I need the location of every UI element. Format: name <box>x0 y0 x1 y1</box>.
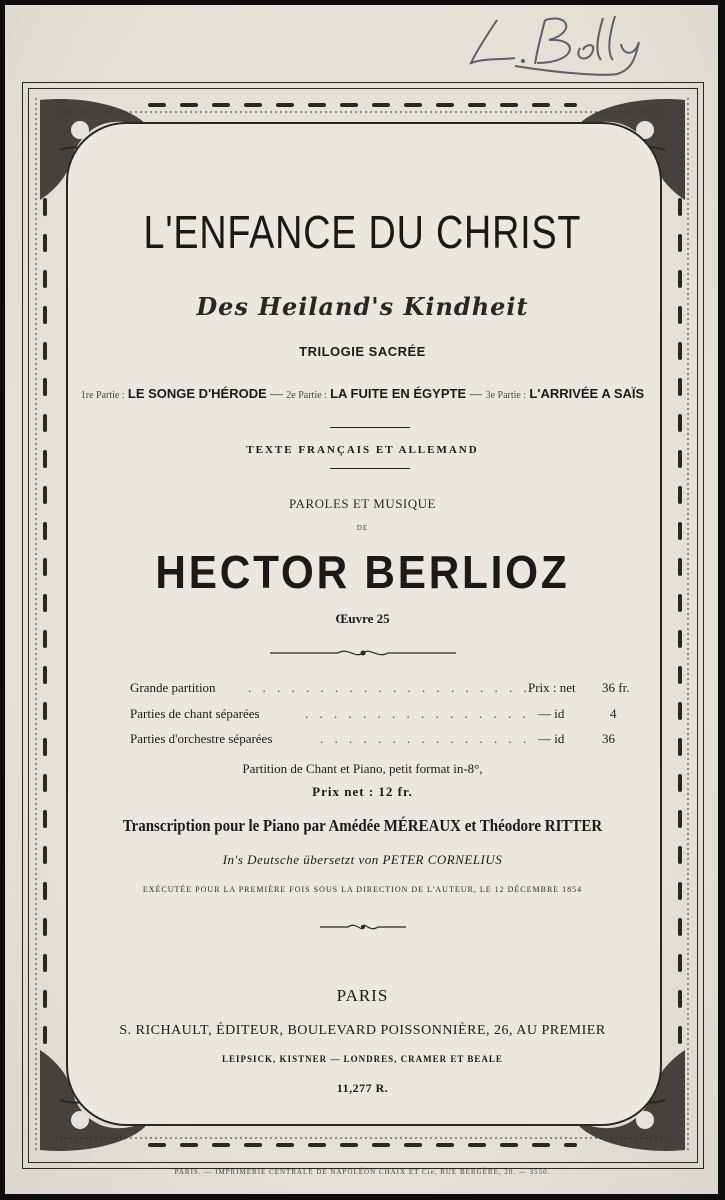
words-and-music-label: PAROLES ET MUSIQUE <box>289 496 436 511</box>
price-row <box>130 680 650 700</box>
genre-label: TRILOGIE SACRÉE <box>299 344 426 359</box>
part-separator: — <box>469 386 483 401</box>
part-separator: — <box>270 386 284 401</box>
printer-imprint: PARIS. — IMPRIMERIE CENTRALE DE NAPOLÉON CHAIX ET Cie, RUE BERGÈRE, 20. — 3550. <box>174 1168 551 1176</box>
composer-name: HECTOR BERLIOZ <box>155 546 570 598</box>
german-subtitle: Des Heiland's Kindheit <box>196 292 529 321</box>
price-prefix: — id <box>538 731 565 746</box>
part-3-prefix: 3e Partie : <box>485 390 527 401</box>
foreign-agents-line: LEIPSICK, KISTNER — LONDRES, CRAMER ET BEALE <box>222 1054 503 1064</box>
languages-label: TEXTE FRANÇAIS ET ALLEMAND <box>246 444 479 456</box>
by-label: DE <box>356 524 369 532</box>
part-2-prefix: 2e Partie : <box>286 390 327 401</box>
divider-rule <box>330 468 410 469</box>
publication-city: PARIS <box>336 986 389 1005</box>
flourish-ornament <box>318 920 408 934</box>
opus-number: Œuvre 25 <box>335 611 390 626</box>
divider-rule <box>330 427 410 428</box>
leader-dots: . . . . . . . . . . . . . . . <box>320 731 531 746</box>
parts-line <box>0 386 725 402</box>
price-amount: 36 fr. <box>602 680 630 695</box>
piano-transcription-credit: Transcription pour le Piano par Amédée MÉREAUX et Théodore RITTER <box>122 816 603 835</box>
plate-number: 11,277 R. <box>336 1081 389 1095</box>
price-prefix: — id <box>538 706 565 721</box>
price-item-label: Grande partition <box>130 680 216 695</box>
price-amount: 36 <box>602 731 615 746</box>
price-amount: 4 <box>610 706 617 721</box>
price-prefix: Prix : net <box>528 680 576 695</box>
work-title: L'ENFANCE DU CHRIST <box>143 206 582 258</box>
price-item-label: Parties de chant séparées <box>130 706 260 721</box>
price-row <box>130 706 650 726</box>
flourish-ornament <box>268 645 458 661</box>
part-1-name: LE SONGE D'HÉRODE <box>127 386 267 401</box>
net-price: Prix net : 12 fr. <box>312 784 413 799</box>
german-translation-credit: In's Deutsche übersetzt von PETER CORNELIUS <box>222 852 503 867</box>
part-1-prefix: 1re Partie : <box>80 390 125 401</box>
part-2-name: LA FUITE EN ÉGYPTE <box>330 386 467 401</box>
premiere-note: EXÉCUTÉE POUR LA PREMIÈRE FOIS SOUS LA DIRECTION DE L'AUTEUR, LE 12 DÉCEMBRE 1854 <box>142 885 583 894</box>
part-3-name: L'ARRIVÉE A SAÏS <box>529 386 645 401</box>
leader-dots: . . . . . . . . . . . . . . . . . . . . <box>248 680 531 695</box>
publisher-line: S. RICHAULT, ÉDITEUR, BOULEVARD POISSONNIÈRE, 26, AU PREMIER <box>119 1023 606 1038</box>
piano-vocal-score-note: Partition de Chant et Piano, petit format in-8°, <box>242 761 483 776</box>
price-item-label: Parties d'orchestre séparées <box>130 731 273 746</box>
price-row <box>130 731 650 751</box>
leader-dots: . . . . . . . . . . . . . . . . <box>305 706 530 721</box>
